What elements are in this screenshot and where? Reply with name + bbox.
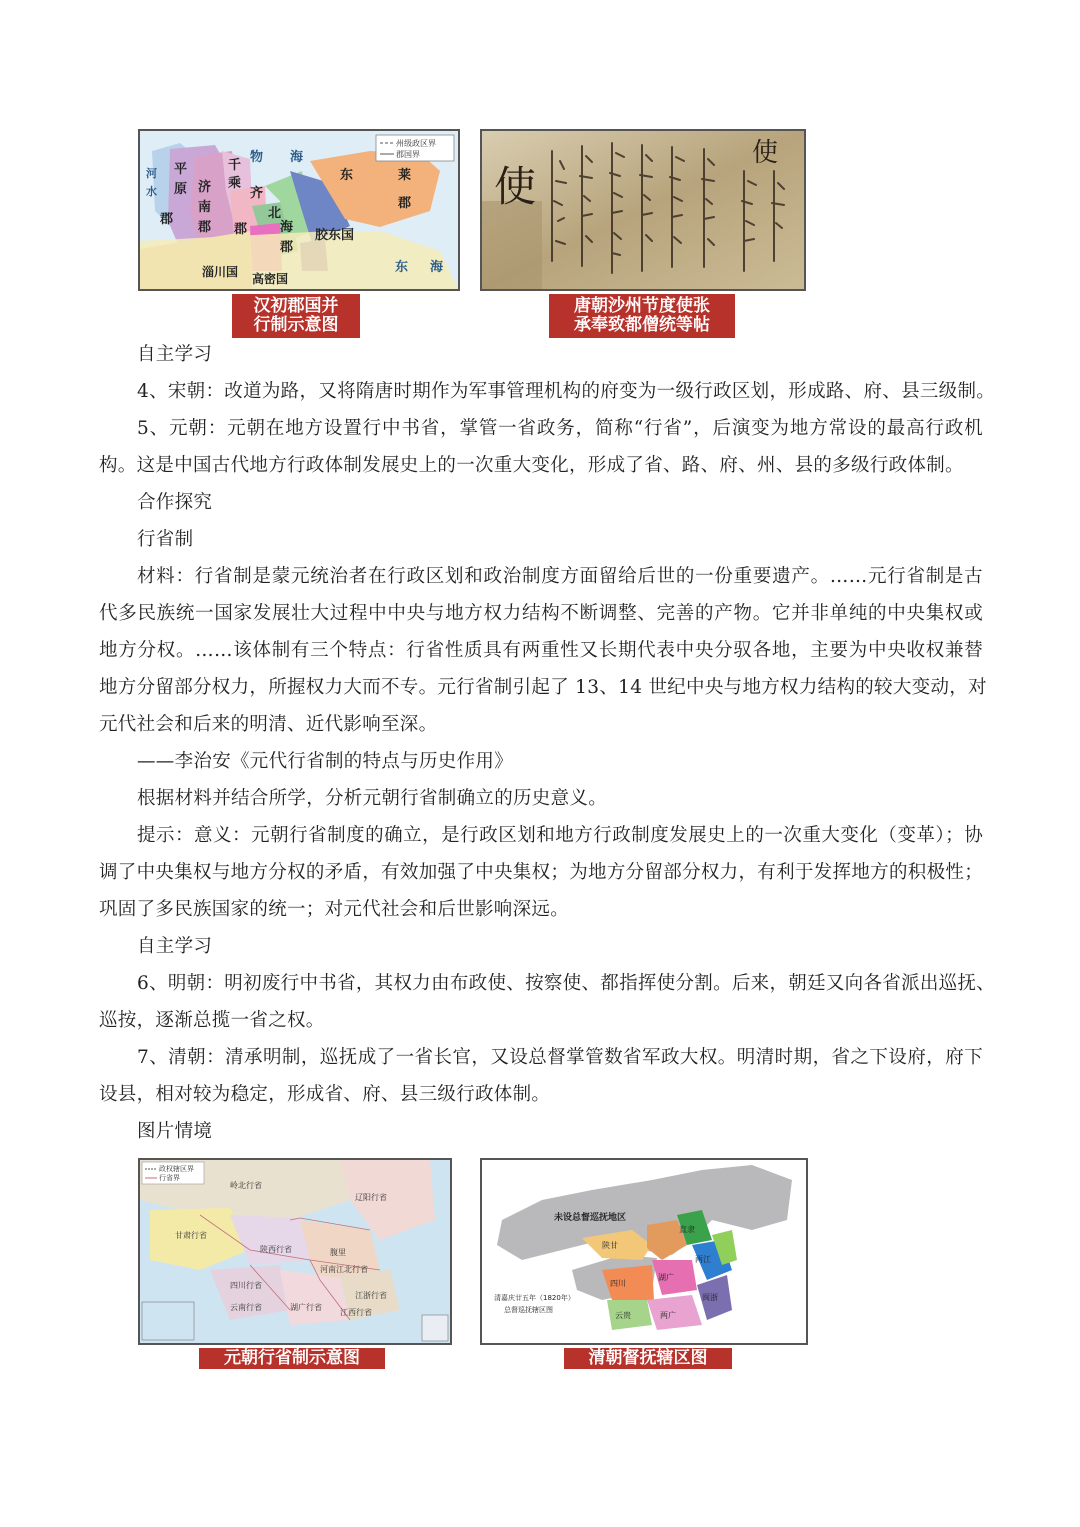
map-label: 济 [198, 180, 212, 195]
map-label: 河南江北行省 [320, 1265, 368, 1274]
map-label: 海 [430, 260, 444, 275]
map-label: 齐 [250, 186, 264, 201]
map-label: 郡 [160, 212, 174, 227]
calligraphy-glyph: 使 [494, 162, 537, 211]
qing-map-drawing [482, 1160, 806, 1343]
map-label: 郡 [280, 240, 294, 255]
map-label: 两江 [695, 1255, 711, 1264]
map-label: 水 [146, 185, 157, 198]
map-label: 两广 [660, 1311, 676, 1320]
question: 根据材料并结合所学，分析元朝行省制确立的历史意义。 [137, 788, 608, 809]
legend-text: 行省界 [159, 1174, 180, 1182]
map-label: 郡 [398, 196, 412, 211]
map-label: 未设总督巡抚地区 [554, 1213, 627, 1223]
map-label: 海 [290, 150, 304, 165]
sub-heading: 行省制 [137, 529, 194, 550]
paragraph-ming-line: 6、明朝：明初废行中书省，其权力由布政使、按察使、都指挥使分割。后来，朝廷又向各省派出巡抚、 [137, 973, 996, 994]
map-label: 平 [174, 162, 188, 177]
yuan-map-caption [199, 1348, 385, 1369]
tang-doc-drawing [482, 131, 804, 289]
material-line: 材料：行省制是蒙元统治者在行政区划和政治制度方面留给后世的一份重要遗产。……元行省制是古 [137, 566, 983, 587]
answer-line: 调了中央集权与地方分权的矛盾，有效加强了中央集权；为地方分留部分权力，有利于发挥地方的积极性； [99, 862, 983, 883]
map-label: 北 [268, 206, 282, 221]
han-map-drawing [140, 131, 458, 289]
map-label: 物 [250, 150, 264, 165]
material-line: 地方分权。……该体制有三个特点：行省性质具有两重性又长期代表中央分驭各地，主要为中央收权兼替 [99, 640, 983, 661]
section-heading: 自主学习 [137, 344, 213, 365]
section-heading: 合作探究 [137, 492, 213, 513]
paragraph-qing-line: 设县，相对较为稳定，形成省、府、县三级行政体制。 [99, 1084, 551, 1105]
material-line: 地方分留部分权力，所握权力大而不专。元行省制引起了 13、14 世纪中央与地方权力结构的较大变动，对 [99, 677, 987, 698]
map-label: 陕甘 [602, 1241, 618, 1250]
map-label: 江西行省 [340, 1308, 372, 1317]
paragraph-ming-line: 巡按，逐渐总揽一省之权。 [99, 1010, 325, 1031]
caption-line: 清朝督抚辖区图 [588, 1348, 708, 1368]
legend-text: 政权辖区界 [159, 1165, 194, 1173]
map-label: 千 [228, 158, 242, 173]
map-label: 江浙行省 [355, 1291, 387, 1300]
map-label: 东 [340, 168, 354, 183]
map-label: 郡 [234, 222, 248, 237]
map-label: 闽浙 [702, 1293, 718, 1302]
map-label: 岭北行省 [230, 1181, 262, 1190]
answer-line: 巩固了多民族国家的统一；对元代社会和后世影响深远。 [99, 899, 570, 920]
caption-line: 汉初郡国并 [253, 296, 339, 316]
han-commandery-map [138, 129, 460, 291]
map-label: 湖广 [658, 1273, 674, 1282]
qing-map-caption [564, 1348, 732, 1369]
map-label: 海 [280, 220, 294, 235]
paragraph-yuan-line: 构。这是中国古代地方行政体制发展史上的一次重大变化，形成了省、路、府、州、县的多级行政体制。 [99, 455, 964, 476]
tang-calligraphy-image [480, 129, 806, 291]
calligraphy-glyph: 使 [752, 138, 779, 168]
caption-line: 元朝行省制示意图 [224, 1348, 360, 1368]
caption-line: 承奉致都僧统等帖 [574, 315, 710, 335]
map-label: 高密国 [252, 272, 289, 286]
paragraph-song: 4、宋朝：改道为路，又将隋唐时期作为军事管理机构的府变为一级行政区划，形成路、府、县三级制。 [137, 381, 996, 402]
section-heading: 图片情境 [137, 1121, 213, 1142]
map-label: 直隶 [679, 1225, 695, 1234]
map-label: 原 [174, 182, 188, 197]
map-label: 云贵 [615, 1311, 631, 1320]
material-line: 代多民族统一国家发展壮大过程中中央与地方权力结构不断调整、完善的产物。它并非单纯的中央集权或 [99, 603, 983, 624]
paragraph-qing-line: 7、清朝：清承明制，巡抚成了一省长官，又设总督掌管数省军政大权。明清时期，省之下设府，府下 [137, 1047, 983, 1068]
map-note: 清嘉庆廿五年（1820年） [494, 1294, 575, 1302]
map-label: 湖广行省 [290, 1303, 322, 1312]
map-label: 辽阳行省 [355, 1193, 387, 1202]
map-note: 总督巡抚辖区图 [504, 1306, 553, 1314]
map-label: 南 [198, 200, 212, 215]
map-label: 四川行省 [230, 1281, 262, 1290]
map-label: 胶东国 [315, 228, 355, 243]
tang-doc-caption [549, 294, 735, 338]
material-source: ——李治安《元代行省制的特点与历史作用》 [137, 751, 514, 772]
map-label: 甘肃行省 [175, 1231, 207, 1240]
legend-text: 郡国界 [396, 150, 420, 159]
material-line: 元代社会和后来的明清、近代影响至深。 [99, 714, 438, 735]
map-label: 东 [395, 260, 409, 275]
map-label: 云南行省 [230, 1303, 262, 1312]
han-map-caption [232, 294, 360, 338]
section-heading: 自主学习 [137, 936, 213, 957]
map-label: 莱 [398, 168, 412, 183]
map-label: 陕西行省 [260, 1245, 292, 1254]
map-label: 淄川国 [202, 265, 239, 279]
text-body [99, 336, 996, 1150]
yuan-province-map [138, 1158, 452, 1345]
map-label: 四川 [610, 1279, 626, 1288]
yuan-map-drawing [140, 1160, 450, 1343]
caption-line: 唐朝沙州节度使张 [574, 296, 710, 316]
map-label: 腹里 [330, 1248, 346, 1257]
paragraph-yuan-line: 5、元朝：元朝在地方设置行中书省，掌管一省政务，简称“行省”，后演变为地方常设的最高行政机 [137, 418, 983, 439]
map-label: 河 [146, 167, 157, 180]
answer-line: 提示：意义：元朝行省制度的确立，是行政区划和地方行政制度发展史上的一次重大变化（变革）；协 [137, 825, 983, 846]
map-label: 乘 [228, 176, 242, 191]
qing-governor-map [480, 1158, 808, 1345]
legend-text: 州级政区界 [396, 139, 436, 148]
map-label: 郡 [198, 220, 212, 235]
caption-line: 行制示意图 [253, 315, 339, 335]
